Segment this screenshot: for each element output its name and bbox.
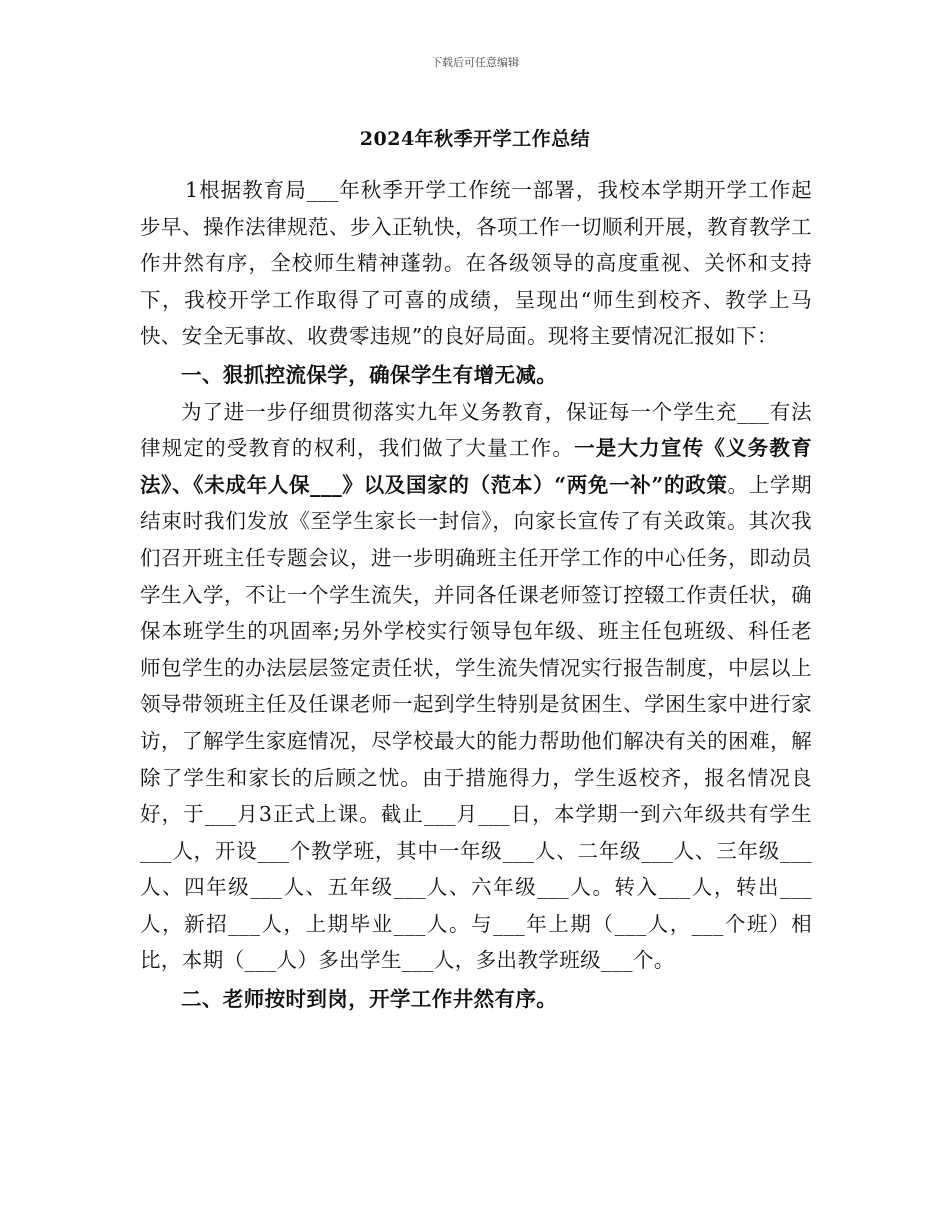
section-1-text-b: 。上学期结束时我们发放《至学生家长一封信》，向家长宣传了有关政策。其次我们召开班主任专题会议，进一步明确班主任开学工作的中心任务，即动员学生入学，不让一个学生流失，并同各任课老师签订控辍工作责任状，确保本班学生的巩固率;另外学校实行领导包年级、班主任包班级、科任老师包学生的办法层层签定责任状，学生流失情况实行报告制度，中层以上领导带领班主任及任课老师一起到学生特别是贫困生、学困生家中进行家访，了解学生家庭情况，尽学校最大的能力帮助他们解决有关的困难，解除了学生和家长的后顾之忧。由于措施得力，学生返校齐，报名情况良好，于___月3正式上课。截止___月___日，本学期一到六年级共有学生___人，开设___个教学班，其中一年级___人、二年级___人、三年级___人、四年级___人、五年级___人、六年级___人。转入___人，转出___人，新招___人，上期毕业___人。与___年上期（___人，___个班）相比，本期（___人）多出学生___人，多出教学班级___个。	[140, 472, 812, 973]
section-heading-1: 一、狠抓控流保学，确保学生有增无减。	[181, 362, 558, 387]
document-body	[140, 172, 812, 1018]
section-heading-2: 二、老师按时到岗，开学工作井然有序。	[181, 987, 558, 1012]
header-note: 下载后可任意编辑	[431, 56, 519, 69]
section-1-text-a: 为了进一步仔细贯彻落实九年义务教育，保证每一个学生充___有法律规定的受教育的权利，我们做了大量工作。	[140, 399, 812, 461]
section-1-bold-text: 一是大力宣传《义务教育法》、《未成年人保___》以及国家的（范本）“两免一补”的政策	[140, 436, 812, 497]
intro-paragraph: 1根据教育局___年秋季开学工作统一部署，我校本学期开学工作起步早、操作法律规范、步入正轨快，各项工作一切顺利开展，教育教学工作井然有序，全校师生精神蓬勃。在各级领导的高度重视、关怀和支持下，我校开学工作取得了可喜的成绩，呈现出“师生到校齐、教学上马快、安全无事故、收费零违规”的良好局面。现将主要情况汇报如下：	[140, 178, 812, 349]
document-title: 2024年秋季开学工作总结	[359, 128, 591, 150]
section-1-paragraph	[140, 394, 812, 980]
